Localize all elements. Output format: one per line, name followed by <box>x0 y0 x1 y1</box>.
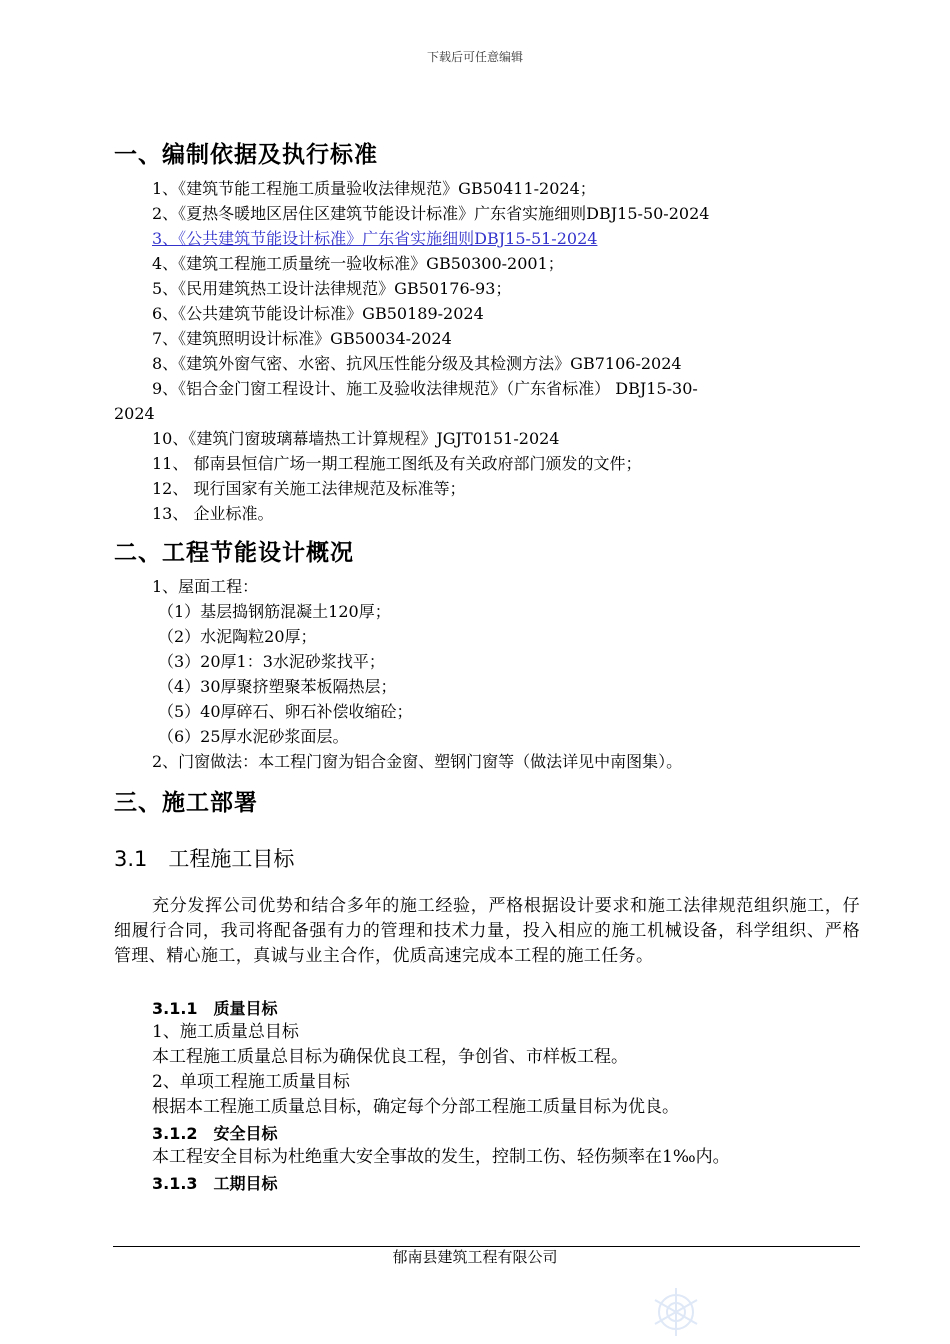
list-item: 1、《建筑节能工程施工质量验收法律规范》GB50411-2024； <box>152 179 596 198</box>
section-2-title: 二、工程节能设计概况 <box>114 540 354 566</box>
list-item: 2、门窗做法：本工程门窗为铝合金窗、塑钢门窗等（做法详见中南图集）。 <box>152 752 683 771</box>
list-item: （4）30厚聚挤塑聚苯板隔热层； <box>158 677 397 696</box>
section-3-title: 三、施工部署 <box>114 790 258 816</box>
list-item: 1、屋面工程： <box>152 577 259 596</box>
list-item: 本工程施工质量总目标为确保优良工程，争创省、市样板工程。 <box>152 1047 628 1067</box>
section-3-1-title: 3.1 工程施工目标 <box>114 847 295 871</box>
list-item: 4、《建筑工程施工质量统一验收标准》GB50300-2001； <box>152 254 564 273</box>
list-item: 11、 郁南县恒信广场一期工程施工图纸及有关政府部门颁发的文件； <box>152 454 642 473</box>
list-item: 9、《铝合金门窗工程设计、施工及验收法律规范》（广东省标准） DBJ15-30- <box>152 379 698 398</box>
list-item: 6、《公共建筑节能设计标准》GB50189-2024 <box>152 304 484 323</box>
list-item: 1、施工质量总目标 <box>152 1022 299 1042</box>
list-item: （2）水泥陶粒20厚； <box>158 627 317 646</box>
list-item: 10、《建筑门窗玻璃幕墙热工计算规程》JGJT0151-2024 <box>152 429 560 448</box>
section-1-title: 一、编制依据及执行标准 <box>114 142 378 168</box>
list-item: 根据本工程施工质量总目标，确定每个分部工程施工质量目标为优良。 <box>152 1097 679 1117</box>
list-item: 8、《建筑外窗气密、水密、抗风压性能分级及其检测方法》GB7106-2024 <box>152 354 682 373</box>
list-item: 12、 现行国家有关施工法律规范及标准等； <box>152 479 466 498</box>
list-item-continuation: 2024 <box>114 404 155 423</box>
subsection-3-1-3-title: 3.1.3 工期目标 <box>152 1174 278 1193</box>
footer-company: 郁南县建筑工程有限公司 <box>392 1248 558 1266</box>
list-item: 2、《夏热冬暖地区居住区建筑节能设计标准》广东省实施细则DBJ15-50-2024 <box>152 204 710 223</box>
list-item: （5）40厚碎石、卵石补偿收缩砼； <box>158 702 413 721</box>
snowflake-watermark-icon <box>648 1284 704 1340</box>
list-item: 2、单项工程施工质量目标 <box>152 1072 350 1092</box>
list-item: 13、 企业标准。 <box>152 504 274 523</box>
list-item: 本工程安全目标为杜绝重大安全事故的发生，控制工伤、轻伤频率在1‰内。 <box>152 1147 730 1167</box>
header-note: 下载后可任意编辑 <box>426 50 523 64</box>
list-item: 5、《民用建筑热工设计法律规范》GB50176-93； <box>152 279 512 298</box>
subsection-3-1-1-title: 3.1.1 质量目标 <box>152 999 278 1018</box>
list-item: （1）基层捣钢筋混凝土120厚； <box>158 602 391 621</box>
list-item: 7、《建筑照明设计标准》GB50034-2024 <box>152 329 452 348</box>
paragraph: 充分发挥公司优势和结合多年的施工经验，严格根据设计要求和施工法律规范组织施工，仔细履行合同，我司将配备强有力的管理和技术力量，投入相应的施工机械设备，科学组织、严格管理、精心施工，真诚与业主合作，优质高速完成本工程的施工任务。 <box>114 896 860 966</box>
list-item: （6）25厚水泥砂浆面层。 <box>158 727 349 746</box>
subsection-3-1-2-title: 3.1.2 安全目标 <box>152 1124 278 1143</box>
list-item: （3）20厚1：3水泥砂浆找平； <box>158 652 385 671</box>
list-item-link[interactable]: 3、《公共建筑节能设计标准》广东省实施细则DBJ15-51-2024 <box>152 229 598 248</box>
